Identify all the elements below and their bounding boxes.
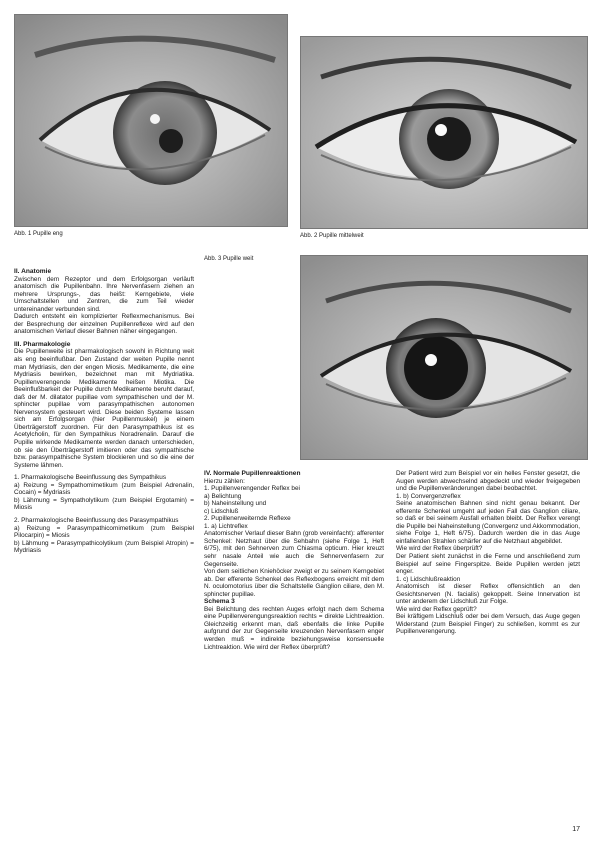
paragraph: Von dem seitlichen Kniehöcker zweigt er zu seinem Kerngebiet ab. Der efferente Schenkel des Reflexbogens erreicht mit dem N. oculomotorius über die Schaltstelle Ganglion ciliare, den M. sphincter pupillae. <box>204 568 384 598</box>
paragraph: Seine anatomischen Bahnen sind nicht genau bekannt. Der efferente Schenkel umgeht auf jeden Fall das Ganglion ciliare, so daß er bei seinem Ausfall erhalten bleibt. Der Reflex verengt die Pupille bei Naheinstellung (Convergenz und Akkommodation, siehe Folge 1, Heft 6/75). Dadurch werden die in das Auge einfallenden Strahlen schärfer auf die Netzhaut abgebildet. <box>396 500 580 545</box>
paragraph: Bei Belichtung des rechten Auges erfolgt nach dem Schema eine Pupillenverengungsreaktion rechts = direkte Lichtreaktion. Gleichzeitig erkennt man, daß ebenfalls die linke Pupille aufgrund der zur Gegenseite kreuzenden Nervenfasern enger werden muß = indirekte beziehungsweise konsensuelle Lichtreaktion. Wie wird der Reflex überprüft? <box>204 605 384 651</box>
paragraph: Hierzu zählen: <box>204 477 245 485</box>
paragraph: b) Lähmung = Sympatholytikum (zum Beispiel Ergotamin) = Miosis <box>14 496 194 512</box>
caption-fig1: Abb. 1 Pupille eng <box>14 231 63 237</box>
caption-fig3: Abb. 3 Pupille weit <box>204 256 254 262</box>
paragraph: Wie wird der Reflex überprüft? <box>396 545 483 553</box>
paragraph: 1. b) Convergenzreflex <box>396 492 461 500</box>
text-column-middle <box>204 470 384 651</box>
paragraph: a) Reizung = Parasympathicomimetikum (zum Beispiel Pilocarpin) = Miosis <box>14 524 194 540</box>
photo-eye-pupil-narrow <box>14 14 288 227</box>
photo-eye-pupil-wide <box>300 255 588 460</box>
paragraph: Anatomisch ist dieser Reflex offensichtlich an den Gesichtsnerven (N. facialis) gekoppelt. Seine Innervation ist unter anderem der Lidschluß zur Folge. <box>396 583 580 606</box>
paragraph: Wie wird der Reflex geprüft? <box>396 605 477 613</box>
paragraph: a) Belichtung <box>204 492 242 500</box>
paragraph: b) Lähmung = Parasympathicolytikum (zum Beispiel Atropin) = Mydriasis <box>14 539 194 555</box>
paragraph: Die Pupillenweite ist pharmakologisch sowohl in Richtung weit als eng beeinflußbar. Den Zustand der weiten Pupille nennt man Mydriasis, den der engen Miosis. Medikamente, die eine Mydriasis bewirken, bezeichnet man mit Mydriatika. Pupillenverengende Medikamente heißen Miotika. Die Beeinflußbarkeit der Pupille durch Medikamente beruht darauf, daß der M. dilatator pupillae vom sympathischen und der M. sphincter pupillae vom parasympathischen autonomen Nervensystem gesteuert wird. Diese beiden Systeme lassen sich am Erfolgsorgan (hier Pupillenmuskel) je einem Überträgerstoff zuordnen. Für den Parasympathikus ist es Acetylcholin, für den Sympathikus Noradrenalin. Darauf die Pupille wirkende Medikamente werden danach unterschieden, ob sie den Überträgerstoff imitieren oder das sympathische bzw. parasympathische System blockieren und so die eine der Systeme lähmen. <box>14 348 194 469</box>
paragraph: c) Lidschluß <box>204 507 239 515</box>
paragraph: 2. Pupillenerweiternde Reflexe <box>204 515 291 523</box>
section-heading: IV. Normale Pupillenreaktionen <box>204 470 301 477</box>
paragraph: 1. Pharmakologische Beeinflussung des Sympathikus <box>14 474 167 482</box>
paragraph: 1. a) Lichtreflex <box>204 522 248 530</box>
caption-fig2: Abb. 2 Pupille mittelweit <box>300 233 364 239</box>
paragraph: Anatomischer Verlauf dieser Bahn (grob vereinfacht): afferenter Schenkel: Netzhaut über die Sehbahn (siehe Folge 1, Heft 6/75), mit den Sehnerven zum Chiasma opticum. Hier kreuzt sehr nasale Anteil wie auch die Sehnervenfasern zur Gegenseite. <box>204 530 384 568</box>
paragraph: Der Patient sieht zunächst in die Ferne und anschließend zum Beispiel auf seine Fingerspitze. Beide Pupillen werden jetzt enger. <box>396 553 580 576</box>
paragraph: Dadurch entsteht ein komplizierter Reflexmechanismus. Bei der Besprechung der einzelnen Pupillenreflexe wird auf den anatomischen Verlauf dieser Bahnen näher eingegangen. <box>14 313 194 336</box>
paragraph: 1. c) Lidschlußreaktion <box>396 575 461 583</box>
text-column-right <box>396 470 580 636</box>
page-number: 17 <box>572 826 580 833</box>
paragraph: 2. Pharmakologische Beeinflussung des Parasympathikus <box>14 516 179 524</box>
paragraph: Zwischen dem Rezeptor und dem Erfolgsorgan verläuft anatomisch die Pupillenbahn. Ihre Nervenfasern ziehen an mehrere Ursprungs-, das heißt: Kerngebiete, viele Umschaltstellen und Zentren, die zum Teil wieder untereinander verbunden sind. <box>14 275 194 313</box>
section-heading: II. Anatomie <box>14 268 52 275</box>
paragraph: Bei kräftigem Lidschluß oder bei dem Versuch, das Auge gegen Widerstand (zum Beispiel Finger) zu schließen, kommt es zur Pupillenverengerung. <box>396 613 580 636</box>
section-heading: III. Pharmakologie <box>14 340 71 348</box>
photo-eye-pupil-medium <box>300 36 588 229</box>
paragraph: 1. Pupillenverengender Reflex bei <box>204 485 300 493</box>
paragraph: a) Reizung = Sympathomimetikum (zum Beispiel Adrenalin, Cocain) = Mydriasis <box>14 481 194 497</box>
section-heading: Schema 3 <box>204 598 235 606</box>
text-column-left <box>14 268 194 555</box>
paragraph: b) Naheinstellung und <box>204 500 267 508</box>
paragraph: Der Patient wird zum Beispiel vor ein helles Fenster gesetzt, die Augen werden abwechselnd abgedeckt und wieder freigegeben und die Pupillenveränderungen dabei beobachtet. <box>396 470 580 493</box>
